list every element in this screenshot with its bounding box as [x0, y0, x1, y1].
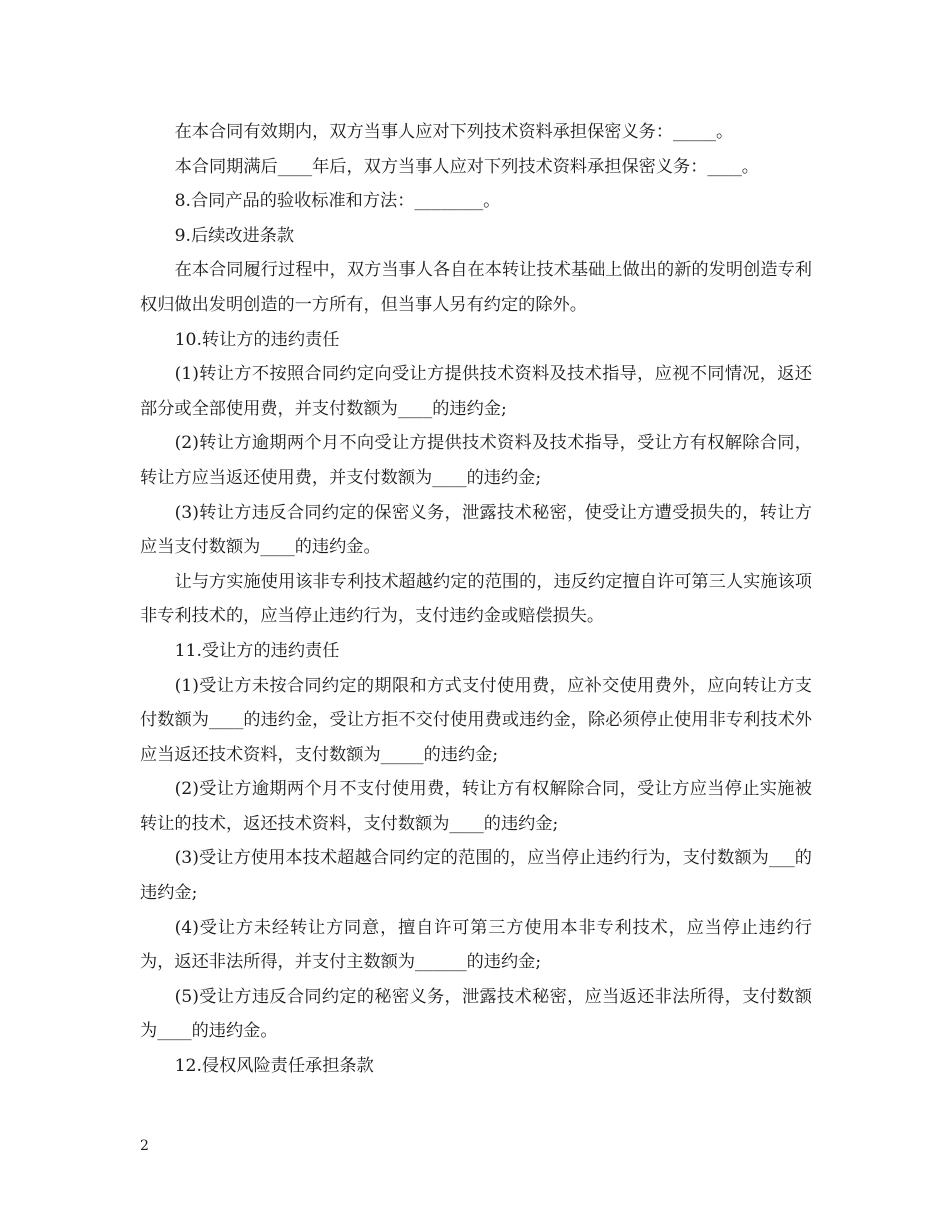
document-body	[140, 115, 812, 1084]
page-number: 2	[140, 1138, 149, 1154]
clause-11-item-1: (1)受让方未按合同约定的期限和方式支付使用费，应补交使用费外，应向转让方支付数额为____的违约金，受让方拒不交付使用费或违约金，除必须停止使用非专利技术外应当返还技术资料，支付数额为_____的违约金;	[140, 675, 812, 765]
paragraph-confidentiality-after-term: 本合同期满后____年后，双方当事人应对下列技术资料承担保密义务：____。	[174, 156, 759, 177]
clause-11-item-5: (5)受让方违反合同约定的秘密义务，泄露技术秘密，应当返还非法所得，支付数额为____的违约金。	[140, 986, 812, 1042]
clause-8-acceptance-standard: 8.合同产品的验收标准和方法：________。	[174, 191, 501, 212]
clause-9-body: 在本合同履行过程中，双方当事人各自在本转让技术基础上做出的新的发明创造专利权归做出发明创造的一方所有，但当事人另有约定的除外。	[140, 260, 812, 315]
clause-12-heading: 12.侵权风险责任承担条款	[174, 1056, 374, 1077]
clause-10-heading: 10.转让方的违约责任	[174, 329, 340, 350]
clause-10-item-3: (3)转让方违反合同约定的保密义务，泄露技术秘密，使受让方遭受损失的，转让方应当支付数额为____的违约金。	[140, 502, 812, 558]
clause-10-item-1: (1)转让方不按照合同约定向受让方提供技术资料及技术指导，应视不同情况，返还部分或全部使用费，并支付数额为____的违约金;	[140, 364, 812, 419]
clause-11-heading: 11.受让方的违约责任	[174, 640, 340, 661]
paragraph-confidentiality-during-term: 在本合同有效期内，双方当事人应对下列技术资料承担保密义务：_____。	[174, 122, 734, 142]
clause-11-item-2: (2)受让方逾期两个月不支付使用费，转让方有权解除合同，受让方应当停止实施被转让的技术，返还技术资料，支付数额为____的违约金;	[140, 779, 812, 834]
clause-11-item-4: (4)受让方未经转让方同意，擅自许可第三方使用本非专利技术，应当停止违约行为，返还非法所得，并支付主数额为______的违约金;	[140, 917, 812, 973]
clause-11-item-3: (3)受让方使用本技术超越合同约定的范围的，应当停止违约行为，支付数额为___的违约金;	[140, 848, 812, 904]
clause-10-item-2: (2)转让方逾期两个月不向受让方提供技术资料及技术指导，受让方有权解除合同，转让方应当返还使用费，并支付数额为____的违约金;	[140, 433, 812, 488]
clause-10-extra: 让与方实施使用该非专利技术超越约定的范围的，违反约定擅自许可第三人实施该项非专利技术的，应当停止违约行为，支付违约金或赔偿损失。	[140, 571, 812, 627]
clause-9-heading: 9.后续改进条款	[174, 225, 295, 246]
